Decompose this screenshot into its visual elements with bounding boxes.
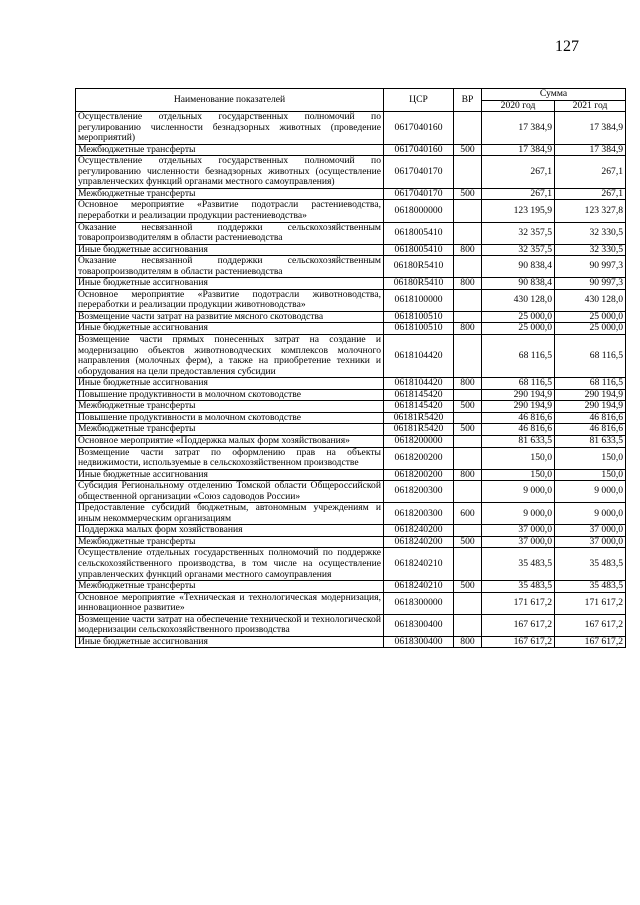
row-name: Межбюджетные трансферты bbox=[76, 581, 384, 593]
table-row bbox=[76, 525, 626, 537]
row-value-2021: 32 330,5 bbox=[555, 244, 626, 256]
table-row bbox=[76, 614, 626, 636]
row-vr: 800 bbox=[454, 378, 482, 390]
row-value-2020: 167 617,2 bbox=[482, 614, 555, 636]
row-vr: 800 bbox=[454, 244, 482, 256]
row-value-2021: 46 816,6 bbox=[555, 412, 626, 424]
table-row bbox=[76, 481, 626, 503]
row-vr bbox=[454, 435, 482, 447]
row-vr bbox=[454, 335, 482, 378]
row-vr: 600 bbox=[454, 503, 482, 525]
table-row bbox=[76, 424, 626, 436]
table-row bbox=[76, 447, 626, 469]
row-value-2021: 267,1 bbox=[555, 156, 626, 189]
row-code: 0618200200 bbox=[384, 447, 454, 469]
row-name: Поддержка малых форм хозяйствования bbox=[76, 525, 384, 537]
row-code: 0618104420 bbox=[384, 335, 454, 378]
table-row bbox=[76, 378, 626, 390]
row-value-2021: 171 617,2 bbox=[555, 592, 626, 614]
row-value-2021: 123 327,8 bbox=[555, 200, 626, 222]
row-value-2020: 32 357,5 bbox=[482, 222, 555, 244]
header-sum: Сумма bbox=[482, 89, 626, 101]
row-vr: 500 bbox=[454, 188, 482, 200]
page-number: 127 bbox=[555, 38, 579, 55]
header-name: Наименование показателей bbox=[76, 89, 384, 112]
row-value-2021: 267,1 bbox=[555, 188, 626, 200]
row-vr bbox=[454, 222, 482, 244]
table-row bbox=[76, 581, 626, 593]
row-name: Осуществление отдельных государственных полномочий по регулированию численности безнадзорных животных (осуществление управленческих функций органами местного самоуправления) bbox=[76, 156, 384, 189]
table-row bbox=[76, 112, 626, 145]
row-value-2020: 9 000,0 bbox=[482, 503, 555, 525]
row-value-2021: 90 997,3 bbox=[555, 256, 626, 278]
row-value-2020: 37 000,0 bbox=[482, 536, 555, 548]
row-code: 0618300000 bbox=[384, 592, 454, 614]
row-name: Предоставление субсидий бюджетным, автономным учреждениям и иным некоммерческим организациям bbox=[76, 503, 384, 525]
row-value-2020: 167 617,2 bbox=[482, 636, 555, 648]
row-value-2020: 123 195,9 bbox=[482, 200, 555, 222]
row-vr bbox=[454, 311, 482, 323]
table-row bbox=[76, 469, 626, 481]
row-value-2021: 46 816,6 bbox=[555, 424, 626, 436]
row-code: 0618005410 bbox=[384, 244, 454, 256]
row-code: 0618240200 bbox=[384, 536, 454, 548]
row-name: Иные бюджетные ассигнования bbox=[76, 469, 384, 481]
row-value-2021: 150,0 bbox=[555, 447, 626, 469]
row-vr: 800 bbox=[454, 469, 482, 481]
row-code: 06180R5410 bbox=[384, 256, 454, 278]
row-value-2021: 430 128,0 bbox=[555, 289, 626, 311]
row-name: Иные бюджетные ассигнования bbox=[76, 244, 384, 256]
row-vr bbox=[454, 481, 482, 503]
row-name: Осуществление отдельных государственных полномочий по поддержке сельскохозяйственного производства, в том числе на осуществление управленческих функций органами местного самоуправления bbox=[76, 548, 384, 581]
row-name: Основное мероприятие «Развитие подотрасли растениеводства, переработки и реализации продукции растениеводства» bbox=[76, 200, 384, 222]
row-code: 0617040160 bbox=[384, 144, 454, 156]
table-row bbox=[76, 244, 626, 256]
row-name: Возмещение части затрат по оформлению прав на объекты недвижимости, используемые в сельскохозяйственном производстве bbox=[76, 447, 384, 469]
table-row bbox=[76, 323, 626, 335]
row-value-2020: 290 194,9 bbox=[482, 401, 555, 413]
header-2020: 2020 год bbox=[482, 100, 555, 112]
table-row bbox=[76, 636, 626, 648]
row-value-2020: 150,0 bbox=[482, 447, 555, 469]
row-value-2020: 46 816,6 bbox=[482, 412, 555, 424]
row-value-2021: 35 483,5 bbox=[555, 581, 626, 593]
row-code: 06181R5420 bbox=[384, 412, 454, 424]
table-row bbox=[76, 256, 626, 278]
table-row bbox=[76, 401, 626, 413]
table-row bbox=[76, 435, 626, 447]
row-value-2021: 25 000,0 bbox=[555, 323, 626, 335]
row-value-2021: 167 617,2 bbox=[555, 614, 626, 636]
row-value-2021: 32 330,5 bbox=[555, 222, 626, 244]
row-name: Иные бюджетные ассигнования bbox=[76, 636, 384, 648]
row-name: Осуществление отдельных государственных полномочий по регулированию численности безнадзорных животных (проведение мероприятий) bbox=[76, 112, 384, 145]
row-value-2021: 35 483,5 bbox=[555, 548, 626, 581]
row-vr bbox=[454, 112, 482, 145]
row-code: 06181R5420 bbox=[384, 424, 454, 436]
row-value-2020: 81 633,5 bbox=[482, 435, 555, 447]
row-vr bbox=[454, 447, 482, 469]
row-vr: 500 bbox=[454, 581, 482, 593]
row-code: 0618300400 bbox=[384, 614, 454, 636]
row-code: 0618240210 bbox=[384, 581, 454, 593]
row-vr bbox=[454, 389, 482, 401]
row-value-2020: 9 000,0 bbox=[482, 481, 555, 503]
row-name: Возмещение части затрат на развитие мясного скотоводства bbox=[76, 311, 384, 323]
row-code: 0618240210 bbox=[384, 548, 454, 581]
row-value-2021: 9 000,0 bbox=[555, 503, 626, 525]
row-code: 0618005410 bbox=[384, 222, 454, 244]
row-value-2021: 25 000,0 bbox=[555, 311, 626, 323]
row-value-2020: 35 483,5 bbox=[482, 581, 555, 593]
row-code: 06180R5410 bbox=[384, 278, 454, 290]
row-value-2020: 35 483,5 bbox=[482, 548, 555, 581]
row-value-2020: 17 384,9 bbox=[482, 112, 555, 145]
row-code: 0617040170 bbox=[384, 156, 454, 189]
row-code: 0618100000 bbox=[384, 289, 454, 311]
row-code: 0618200300 bbox=[384, 481, 454, 503]
row-code: 0618300400 bbox=[384, 636, 454, 648]
table-row bbox=[76, 548, 626, 581]
row-value-2021: 150,0 bbox=[555, 469, 626, 481]
row-value-2021: 68 116,5 bbox=[555, 378, 626, 390]
row-value-2020: 90 838,4 bbox=[482, 256, 555, 278]
row-vr bbox=[454, 412, 482, 424]
row-value-2020: 267,1 bbox=[482, 188, 555, 200]
row-vr bbox=[454, 548, 482, 581]
row-value-2020: 68 116,5 bbox=[482, 335, 555, 378]
row-vr bbox=[454, 289, 482, 311]
row-name: Возмещение части затрат на обеспечение технической и технологической модернизации сельскохозяйственного производства bbox=[76, 614, 384, 636]
table-row bbox=[76, 222, 626, 244]
row-code: 0618200300 bbox=[384, 503, 454, 525]
row-vr: 500 bbox=[454, 144, 482, 156]
row-vr: 800 bbox=[454, 636, 482, 648]
row-name: Межбюджетные трансферты bbox=[76, 144, 384, 156]
row-vr bbox=[454, 614, 482, 636]
row-value-2020: 430 128,0 bbox=[482, 289, 555, 311]
row-value-2021: 290 194,9 bbox=[555, 389, 626, 401]
row-code: 0617040170 bbox=[384, 188, 454, 200]
row-value-2020: 150,0 bbox=[482, 469, 555, 481]
row-vr: 500 bbox=[454, 424, 482, 436]
row-name: Межбюджетные трансферты bbox=[76, 536, 384, 548]
row-vr bbox=[454, 200, 482, 222]
row-value-2021: 17 384,9 bbox=[555, 144, 626, 156]
row-code: 0618104420 bbox=[384, 378, 454, 390]
table-header bbox=[76, 89, 626, 112]
header-vr: ВР bbox=[454, 89, 482, 112]
row-value-2020: 25 000,0 bbox=[482, 323, 555, 335]
row-vr bbox=[454, 525, 482, 537]
table-row bbox=[76, 335, 626, 378]
row-name: Повышение продуктивности в молочном скотоводстве bbox=[76, 389, 384, 401]
row-value-2020: 17 384,9 bbox=[482, 144, 555, 156]
row-vr bbox=[454, 256, 482, 278]
row-code: 0618200200 bbox=[384, 469, 454, 481]
row-value-2021: 68 116,5 bbox=[555, 335, 626, 378]
row-code: 0618145420 bbox=[384, 389, 454, 401]
row-code: 0618200000 bbox=[384, 435, 454, 447]
row-value-2020: 37 000,0 bbox=[482, 525, 555, 537]
row-value-2020: 267,1 bbox=[482, 156, 555, 189]
row-value-2021: 167 617,2 bbox=[555, 636, 626, 648]
row-code: 0618000000 bbox=[384, 200, 454, 222]
table-row bbox=[76, 592, 626, 614]
row-name: Основное мероприятие «Техническая и технологическая модернизация, инновационное развитие» bbox=[76, 592, 384, 614]
row-value-2021: 17 384,9 bbox=[555, 112, 626, 145]
row-value-2020: 90 838,4 bbox=[482, 278, 555, 290]
table-row bbox=[76, 311, 626, 323]
table-row bbox=[76, 389, 626, 401]
row-value-2020: 25 000,0 bbox=[482, 311, 555, 323]
header-2021: 2021 год bbox=[555, 100, 626, 112]
table-row bbox=[76, 412, 626, 424]
row-name: Субсидия Региональному отделению Томской области Общероссийской общественной организации «Союз садоводов России» bbox=[76, 481, 384, 503]
table-row bbox=[76, 503, 626, 525]
row-value-2021: 90 997,3 bbox=[555, 278, 626, 290]
row-code: 0618240200 bbox=[384, 525, 454, 537]
table-row bbox=[76, 289, 626, 311]
row-vr bbox=[454, 592, 482, 614]
row-value-2020: 46 816,6 bbox=[482, 424, 555, 436]
table-row bbox=[76, 278, 626, 290]
row-name: Возмещение части прямых понесенных затрат на создание и модернизацию объектов животноводческих комплексов молочного направления (молочных ферм), а также на приобретение техники и оборудования на цели предоставления субсидии bbox=[76, 335, 384, 378]
row-value-2021: 9 000,0 bbox=[555, 481, 626, 503]
row-name: Межбюджетные трансферты bbox=[76, 424, 384, 436]
row-name: Иные бюджетные ассигнования bbox=[76, 278, 384, 290]
table-row bbox=[76, 144, 626, 156]
row-name: Оказание несвязанной поддержки сельскохозяйственным товаропроизводителям в области растениеводства bbox=[76, 256, 384, 278]
header-code: ЦСР bbox=[384, 89, 454, 112]
row-value-2021: 290 194,9 bbox=[555, 401, 626, 413]
row-code: 0618100510 bbox=[384, 311, 454, 323]
row-code: 0618145420 bbox=[384, 401, 454, 413]
table-row bbox=[76, 156, 626, 189]
row-vr bbox=[454, 156, 482, 189]
row-name: Межбюджетные трансферты bbox=[76, 188, 384, 200]
row-name: Межбюджетные трансферты bbox=[76, 401, 384, 413]
row-name: Иные бюджетные ассигнования bbox=[76, 323, 384, 335]
row-name: Иные бюджетные ассигнования bbox=[76, 378, 384, 390]
table-row bbox=[76, 536, 626, 548]
row-value-2020: 68 116,5 bbox=[482, 378, 555, 390]
row-name: Повышение продуктивности в молочном скотоводстве bbox=[76, 412, 384, 424]
budget-table bbox=[75, 88, 626, 648]
row-vr: 500 bbox=[454, 401, 482, 413]
row-vr: 800 bbox=[454, 278, 482, 290]
row-code: 0617040160 bbox=[384, 112, 454, 145]
row-value-2020: 171 617,2 bbox=[482, 592, 555, 614]
row-name: Оказание несвязанной поддержки сельскохозяйственным товаропроизводителям в области растениеводства bbox=[76, 222, 384, 244]
row-code: 0618100510 bbox=[384, 323, 454, 335]
row-value-2020: 32 357,5 bbox=[482, 244, 555, 256]
table-row bbox=[76, 188, 626, 200]
table-body bbox=[76, 112, 626, 648]
row-vr: 500 bbox=[454, 536, 482, 548]
row-value-2021: 81 633,5 bbox=[555, 435, 626, 447]
row-value-2021: 37 000,0 bbox=[555, 525, 626, 537]
row-name: Основное мероприятие «Поддержка малых форм хозяйствования» bbox=[76, 435, 384, 447]
table-row bbox=[76, 200, 626, 222]
row-name: Основное мероприятие «Развитие подотрасли животноводства, переработки и реализации продукции животноводства» bbox=[76, 289, 384, 311]
row-value-2021: 37 000,0 bbox=[555, 536, 626, 548]
row-value-2020: 290 194,9 bbox=[482, 389, 555, 401]
row-vr: 800 bbox=[454, 323, 482, 335]
